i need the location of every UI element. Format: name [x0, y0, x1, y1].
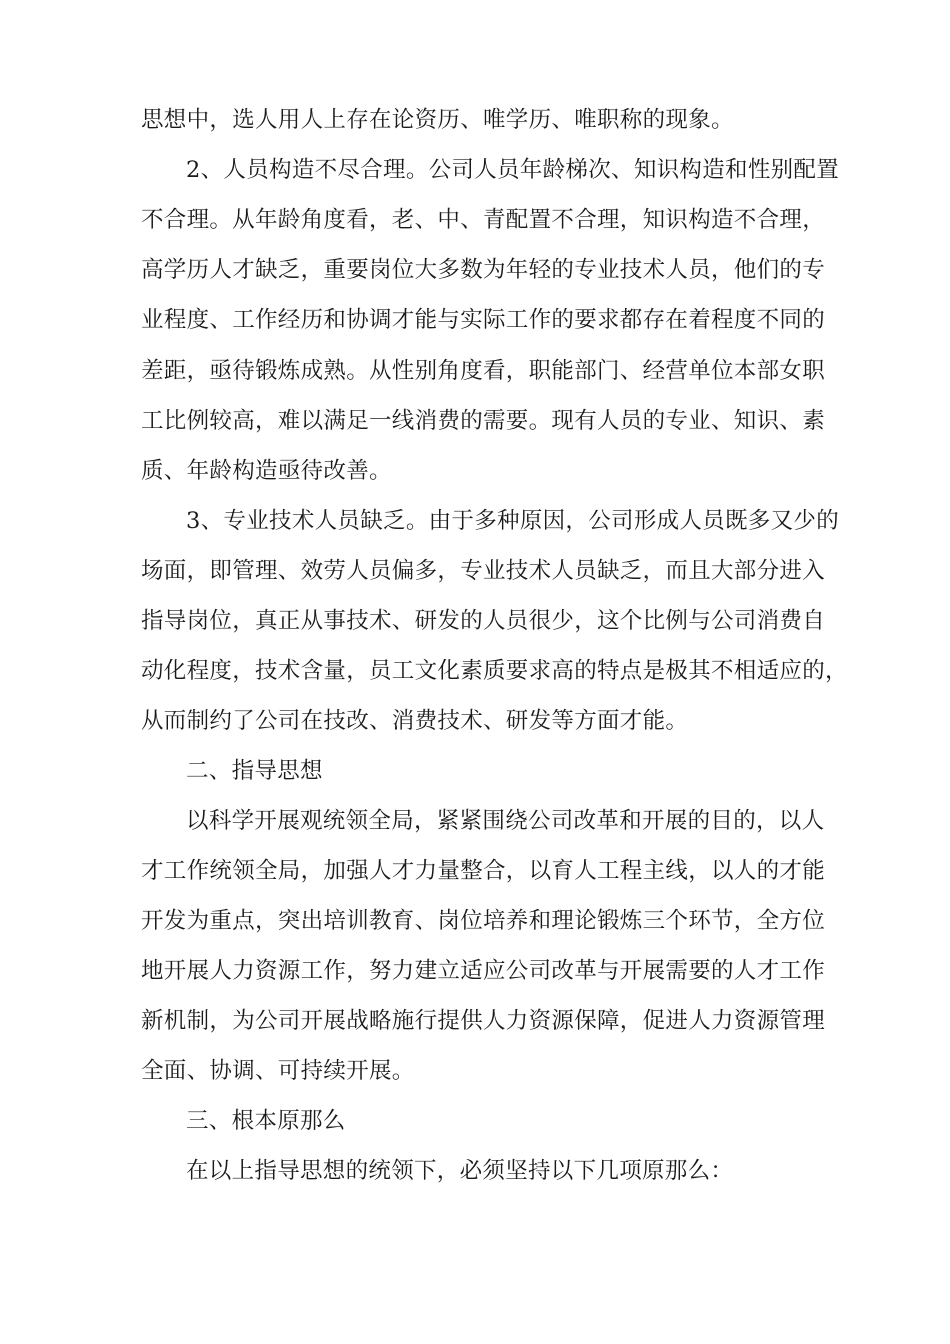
item-2-line-6: 工比例较高，难以满足一线消费的需要。现有人员的专业、知识、素	[141, 408, 826, 434]
guiding-paragraph-line-1: 以科学开展观统领全局，紧紧围绕公司改革和开展的目的，以人	[186, 808, 825, 834]
item-3-line-5: 从而制约了公司在技改、消费技术、研发等方面才能。	[141, 708, 689, 734]
item-3-line-4: 动化程度，技术含量，员工文化素质要求高的特点是极其不相适应的，	[141, 658, 848, 684]
item-2-line-7: 质、年龄构造亟待改善。	[141, 458, 392, 484]
section-heading-guiding-thought: 二、指导思想	[186, 758, 323, 784]
principles-intro-line: 在以上指导思想的统领下，必须坚持以下几项原那么：	[186, 1158, 734, 1184]
section-heading-basic-principles: 三、根本原那么	[186, 1108, 346, 1134]
item-3-line-1: 3、专业技术人员缺乏。由于多种原因，公司形成人员既多又少的	[186, 508, 840, 534]
guiding-paragraph-line-2: 才工作统领全局，加强人才力量整合，以育人工程主线，以人的才能	[141, 858, 826, 884]
item-2-line-4: 业程度、工作经历和协调才能与实际工作的要求都存在着程度不同的	[141, 307, 826, 333]
guiding-paragraph-line-6: 全面、协调、可持续开展。	[141, 1058, 415, 1084]
item-2-line-3: 高学历人才缺乏，重要岗位大多数为年轻的专业技术人员，他们的专	[141, 257, 826, 283]
item-2-line-1: 2、人员构造不尽合理。公司人员年龄梯次、知识构造和性别配置	[186, 157, 840, 183]
item-2-line-2: 不合理。从年龄角度看，老、中、青配置不合理，知识构造不合理，	[141, 207, 826, 233]
item-3-line-2: 场面，即管理、效劳人员偏多，专业技术人员缺乏，而且大部分进入	[141, 558, 826, 584]
paragraph-1-line-1: 思想中，选人用人上存在论资历、唯学历、唯职称的现象。	[141, 107, 734, 133]
guiding-paragraph-line-3: 开发为重点，突出培训教育、岗位培养和理论锻炼三个环节，全方位	[141, 908, 826, 934]
item-3-line-3: 指导岗位，真正从事技术、研发的人员很少，这个比例与公司消费自	[141, 608, 826, 634]
guiding-paragraph-line-5: 新机制，为公司开展战略施行提供人力资源保障，促进人力资源管理	[141, 1008, 826, 1034]
guiding-paragraph-line-4: 地开展人力资源工作，努力建立适应公司改革与开展需要的人才工作	[141, 958, 826, 984]
item-2-line-5: 差距，亟待锻炼成熟。从性别角度看，职能部门、经营单位本部女职	[141, 358, 826, 384]
